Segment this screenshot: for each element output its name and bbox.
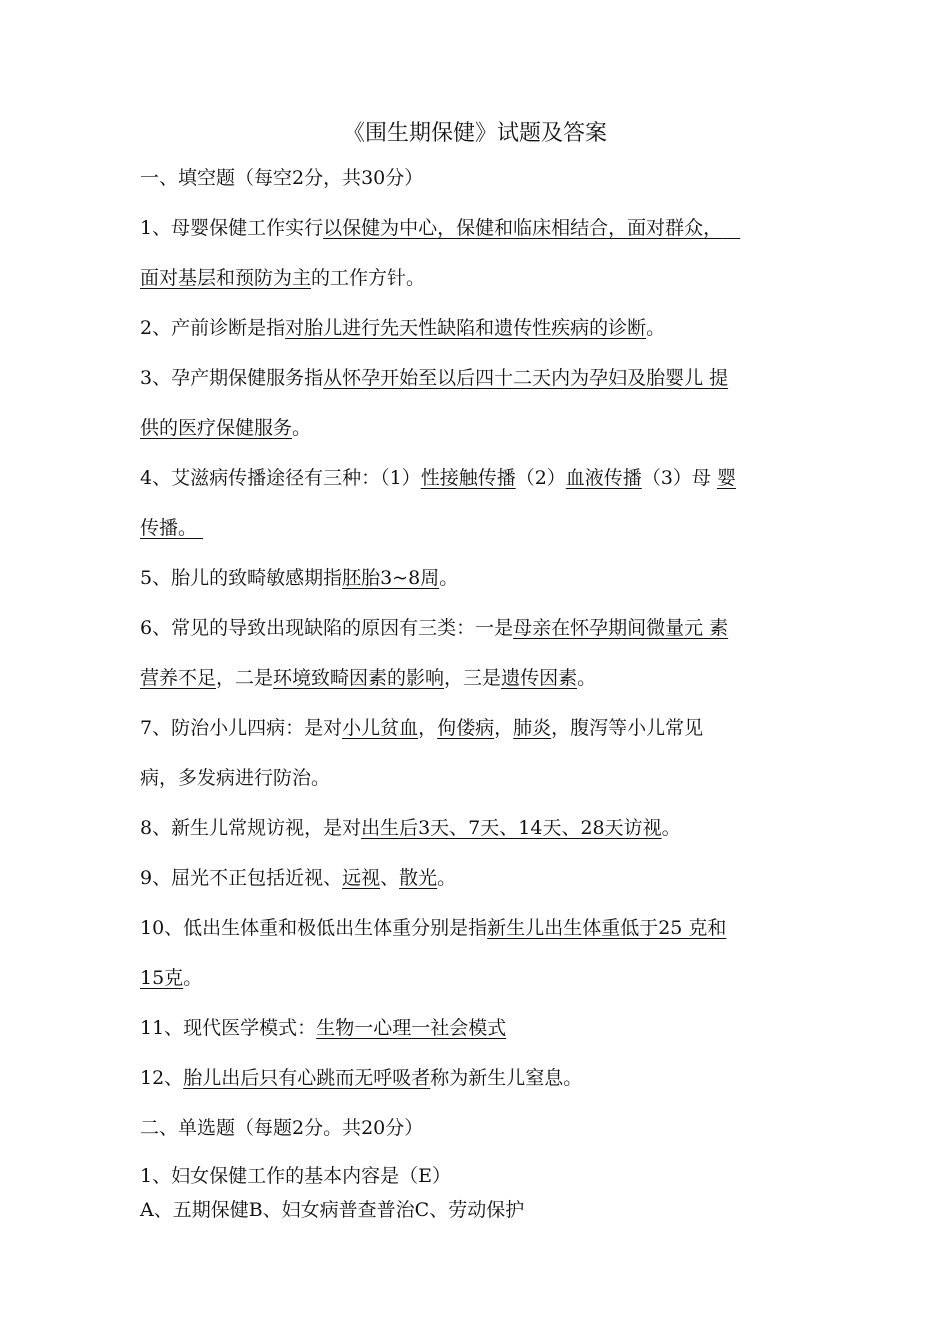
question-12	[140, 1063, 830, 1093]
question-text: 的工作方针。	[311, 267, 426, 289]
answer-underline-tail	[722, 217, 740, 239]
question-8	[140, 813, 830, 843]
question-text: 12、	[140, 1067, 184, 1089]
document-title: 《围生期保健》试题及答案	[342, 121, 607, 146]
answer-text: 散光	[399, 867, 438, 889]
question-text: 。	[437, 867, 457, 889]
question-text: 。	[292, 417, 312, 439]
answer-text: 营养不足	[140, 667, 217, 689]
question-4-line-2	[140, 513, 830, 543]
question-6-line-2	[140, 663, 830, 693]
question-7-line-2: 病，多发病进行防治。	[140, 767, 331, 789]
question-text: 11、现代医学模式：	[140, 1017, 317, 1039]
answer-text: 性接触传播	[420, 467, 516, 489]
answer-text: 出生后3天、7天、14天、28天访视	[361, 817, 662, 839]
question-text: 4、艾滋病传播途径有三种：（1）	[140, 467, 421, 489]
question-text: ，	[418, 717, 438, 739]
answer-text: 生物一心理一社会模式	[316, 1017, 507, 1039]
question-5	[140, 563, 830, 593]
answer-text: 遗传因素	[501, 667, 578, 689]
question-3-line-1	[140, 363, 830, 393]
question-10-line-2	[140, 963, 830, 993]
question-text: 称为新生儿窒息。	[430, 1067, 583, 1089]
question-1-line-2	[140, 263, 830, 293]
question-text: 。	[661, 817, 681, 839]
answer-text: 面对基层和预防为主	[140, 267, 312, 289]
answer-text: 供的医疗保健服务	[140, 417, 293, 439]
answer-text: 胚胎3~8周	[342, 567, 440, 589]
section-heading-fill-in: 一、填空题（每空2分，共30分）	[140, 167, 424, 189]
question-text: （2）	[515, 467, 566, 489]
question-text: 7、防治小儿四病：是对	[140, 717, 343, 739]
answer-text: 从怀孕开始至以后四十二天内为孕妇及胎婴儿 提	[323, 367, 729, 389]
mc-question-1-options: A、五期保健B、妇女病普查普治C、劳动保护	[140, 1199, 525, 1221]
answer-text: 佝偻病	[437, 717, 495, 739]
question-text: 6、常见的导致出现缺陷的原因有三类：一是	[140, 617, 514, 639]
question-text: 。	[439, 567, 459, 589]
question-text: 3、孕产期保健服务指	[140, 367, 324, 389]
question-text: 2、产前诊断是指	[140, 317, 286, 339]
question-11	[140, 1013, 830, 1043]
question-text: 。	[183, 967, 203, 989]
question-text: ，	[494, 717, 514, 739]
answer-text: 环境致畸因素的影响	[273, 667, 445, 689]
question-text: 8、新生儿常规访视，是对	[140, 817, 362, 839]
answer-text: 传播。	[140, 517, 198, 539]
answer-text: 胎儿出后只有心跳而无呼吸者	[183, 1067, 431, 1089]
answer-text: 以保健为中心，保健和临床相结合，面对群众，	[323, 217, 723, 239]
question-7-line-1	[140, 713, 830, 743]
answer-text: 婴	[716, 467, 736, 489]
answer-text: 小儿贫血	[342, 717, 419, 739]
question-text: ，腹泻等小儿常见	[551, 717, 704, 739]
answer-underline-tail	[197, 517, 203, 539]
answer-text: 肺炎	[513, 717, 552, 739]
question-text: （3）母	[641, 467, 717, 489]
question-text: ，三是	[444, 667, 502, 689]
question-3-line-2	[140, 413, 830, 443]
answer-text: 母亲在怀孕期间微量元 素	[513, 617, 729, 639]
question-text: ，二是	[216, 667, 274, 689]
question-4-line-1	[140, 463, 830, 493]
question-6-line-1	[140, 613, 830, 643]
question-9	[140, 863, 830, 893]
answer-text: 对胎儿进行先天性缺陷和遗传性疾病的诊断	[285, 317, 647, 339]
question-text: 5、胎儿的致畸敏感期指	[140, 567, 343, 589]
answer-text: 新生儿出生体重低于25 克和	[487, 917, 727, 939]
answer-text: 血液传播	[565, 467, 642, 489]
answer-text: 远视	[342, 867, 381, 889]
mc-question-1: 1、妇女保健工作的基本内容是（E）	[140, 1165, 451, 1187]
question-1-line-1	[140, 213, 830, 243]
section-heading-single-choice: 二、单选题（每题2分。共20分）	[140, 1117, 424, 1139]
question-text: 、	[380, 867, 400, 889]
question-text: 。	[577, 667, 597, 689]
question-text: 1、母婴保健工作实行	[140, 217, 324, 239]
question-10-line-1	[140, 913, 830, 943]
question-text: 9、屈光不正包括近视、	[140, 867, 343, 889]
question-2	[140, 313, 830, 343]
question-text: 。	[646, 317, 666, 339]
question-text: 10、低出生体重和极低出生体重分别是指	[140, 917, 488, 939]
answer-text: 15克	[140, 967, 184, 989]
